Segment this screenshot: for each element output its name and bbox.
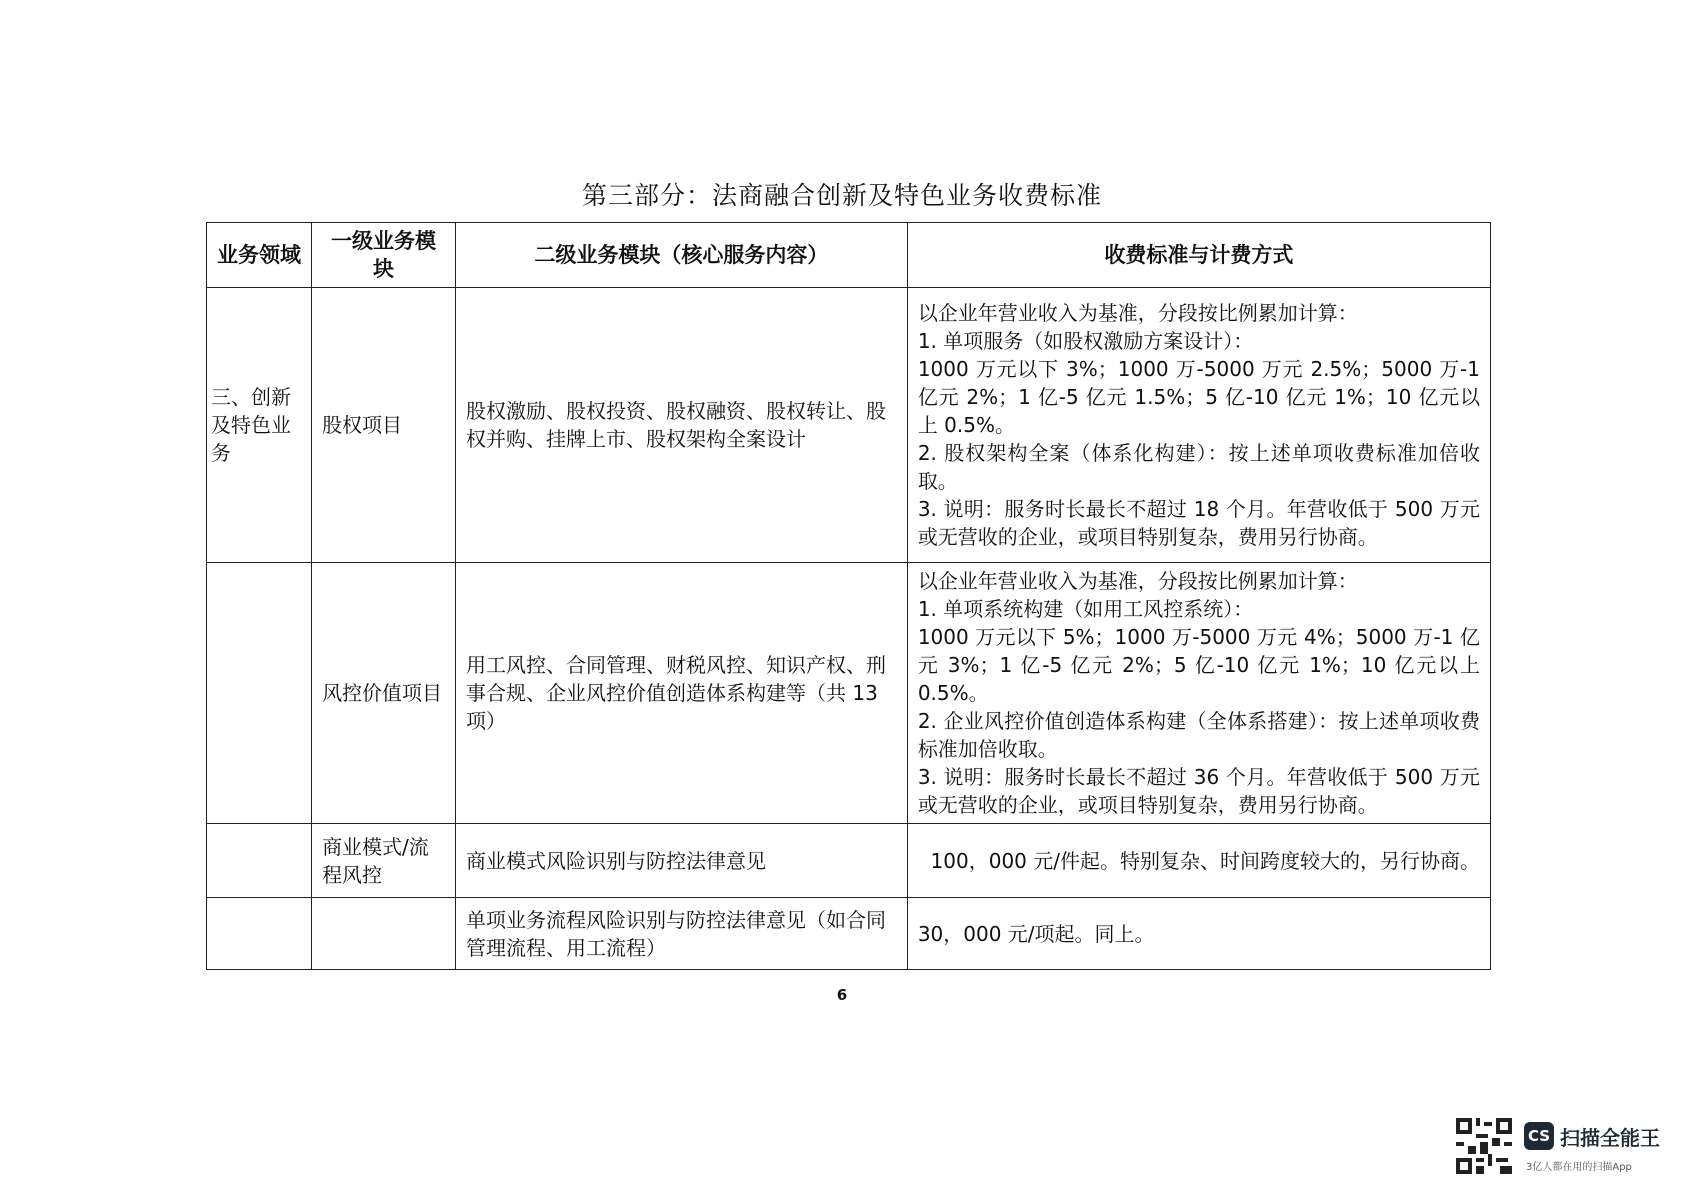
- cell-content: 商业模式风险识别与防控法律意见: [456, 824, 908, 898]
- table-header-row: [207, 223, 1491, 288]
- cell-domain: [207, 824, 312, 898]
- cell-domain: [207, 898, 312, 970]
- table-row: [207, 288, 1491, 563]
- table-row: [207, 563, 1491, 824]
- fee-line: 1000 万元以下 3%；1000 万-5000 万元 2.5%；5000 万-1 亿元 2%；1 亿-5 亿元 1.5%；5 亿-10 亿元 1%；10 亿元以上 0.5%。: [917, 357, 1480, 437]
- fee-line: 3. 说明：服务时长最长不超过 36 个月。年营收低于 500 万元或无营收的企业，或项目特别复杂，费用另行协商。: [917, 765, 1480, 817]
- header-domain: 业务领域: [207, 223, 312, 288]
- cell-fee: [907, 563, 1490, 824]
- cell-content: 股权激励、股权投资、股权融资、股权转让、股权并购、挂牌上市、股权架构全案设计: [456, 288, 908, 563]
- cell-fee: 100，000 元/件起。特别复杂、时间跨度较大的，另行协商。: [907, 824, 1490, 898]
- fee-line: 2. 企业风控价值创造体系构建（全体系搭建）：按上述单项收费标准加倍收取。: [917, 709, 1480, 761]
- cell-domain: [207, 563, 312, 824]
- header-module-level2: 二级业务模块（核心服务内容）: [456, 223, 908, 288]
- page-number: 6: [836, 986, 848, 1004]
- fee-line: 1. 单项系统构建（如用工风控系统）：: [917, 597, 1254, 621]
- document-title: 第三部分：法商融合创新及特色业务收费标准: [581, 181, 1102, 210]
- brand-name: 扫描全能王: [1560, 1126, 1660, 1150]
- header-module-level1: 一级业务模块: [312, 223, 456, 288]
- scanner-watermark: [1456, 1118, 1668, 1180]
- fee-line: 1000 万元以下 5%；1000 万-5000 万元 4%；5000 万-1 亿元 3%；1 亿-5 亿元 2%；5 亿-10 亿元 1%；10 亿元以上 0.5%。: [917, 625, 1480, 705]
- cs-logo: CS: [1524, 1122, 1554, 1150]
- header-fee-standard: 收费标准与计费方式: [907, 223, 1490, 288]
- cell-module: 风控价值项目: [312, 563, 456, 824]
- cell-fee: 30，000 元/项起。同上。: [907, 898, 1490, 970]
- cell-domain: 三、创新及特色业务: [207, 288, 312, 563]
- cell-content: 用工风控、合同管理、财税风控、知识产权、刑事合规、企业风控价值创造体系构建等（共 13 项）: [456, 563, 908, 824]
- cell-module: [312, 898, 456, 970]
- fee-line: 3. 说明：服务时长最长不超过 18 个月。年营收低于 500 万元或无营收的企业，或项目特别复杂，费用另行协商。: [917, 497, 1480, 549]
- qr-code-icon: [1456, 1118, 1512, 1174]
- cell-fee: [907, 288, 1490, 563]
- table-row: [207, 898, 1491, 970]
- fee-table: [206, 222, 1491, 970]
- cell-content: 单项业务流程风险识别与防控法律意见（如合同管理流程、用工流程）: [456, 898, 908, 970]
- table-row: [207, 824, 1491, 898]
- fee-line: 1. 单项服务（如股权激励方案设计）：: [917, 329, 1254, 353]
- fee-line: 2. 股权架构全案（体系化构建）：按上述单项收费标准加倍收取。: [917, 441, 1480, 493]
- cell-module: 股权项目: [312, 288, 456, 563]
- brand-tagline: 3亿人都在用的扫描App: [1526, 1162, 1632, 1173]
- cell-module: 商业模式/流程风控: [312, 824, 456, 898]
- fee-line: 以企业年营业收入为基准，分段按比例累加计算：: [917, 301, 1358, 325]
- fee-line: 以企业年营业收入为基准，分段按比例累加计算：: [917, 569, 1358, 593]
